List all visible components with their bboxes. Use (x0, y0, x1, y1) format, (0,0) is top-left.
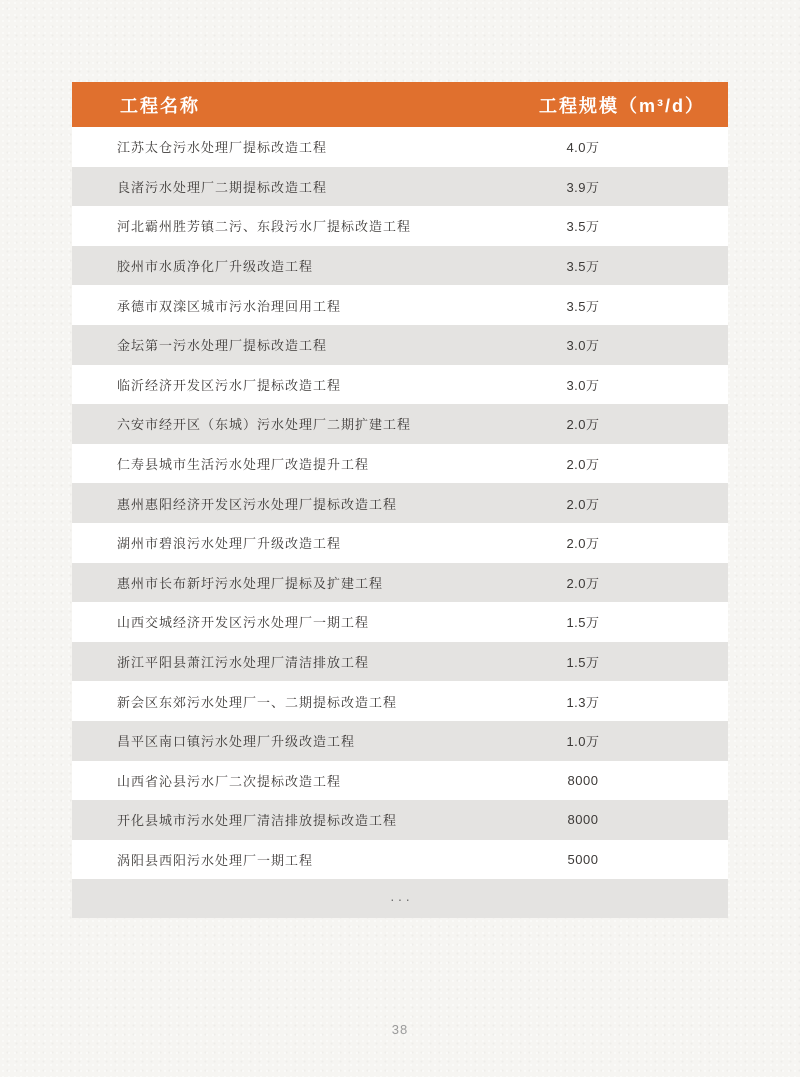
project-scale: 2.0万 (566, 417, 600, 433)
table-row (72, 642, 728, 682)
column-header-project-name: 工程名称 (120, 95, 200, 116)
table-row (72, 167, 728, 207)
project-name: 新会区东郊污水处理厂一、二期提标改造工程 (117, 694, 398, 710)
project-table (72, 82, 728, 918)
project-scale: 3.0万 (566, 377, 600, 393)
table-header-row (72, 82, 728, 127)
project-name: 胶州市水质净化厂升级改造工程 (117, 259, 314, 275)
project-name: 临沂经济开发区污水厂提标改造工程 (117, 377, 342, 393)
table-row (72, 444, 728, 484)
project-scale: 5000 (567, 851, 599, 867)
project-name: 承德市双滦区城市污水治理回用工程 (117, 298, 342, 314)
project-scale: 3.5万 (566, 219, 600, 235)
table-row (72, 365, 728, 405)
table-row (72, 563, 728, 603)
project-name: 惠州惠阳经济开发区污水处理厂提标改造工程 (117, 496, 398, 512)
project-name: 金坛第一污水处理厂提标改造工程 (117, 338, 328, 354)
project-name: 浙江平阳县萧江污水处理厂清洁排放工程 (117, 655, 370, 671)
table-row (72, 721, 728, 761)
table-row (72, 523, 728, 563)
project-name: 山西省沁县污水厂二次提标改造工程 (117, 773, 342, 789)
project-name: 江苏太仓污水处理厂提标改造工程 (117, 140, 328, 156)
project-scale: 3.9万 (566, 179, 600, 195)
table-body (72, 127, 728, 918)
project-scale: 2.0万 (566, 496, 600, 512)
table-row (72, 325, 728, 365)
ellipsis-text: ··· (390, 890, 413, 907)
project-name: 良渚污水处理厂二期提标改造工程 (117, 179, 328, 195)
page-number: 38 (391, 1022, 409, 1037)
project-name: 惠州市长布新圩污水处理厂提标及扩建工程 (117, 575, 384, 591)
project-scale: 2.0万 (566, 575, 600, 591)
table-row (72, 761, 728, 801)
table-row-ellipsis (72, 879, 728, 918)
project-name: 仁寿县城市生活污水处理厂改造提升工程 (117, 457, 370, 473)
table-row (72, 483, 728, 523)
project-scale: 1.0万 (566, 734, 600, 750)
table-row (72, 602, 728, 642)
project-name: 开化县城市污水处理厂清洁排放提标改造工程 (117, 813, 398, 829)
project-scale: 2.0万 (566, 536, 600, 552)
project-scale: 3.5万 (566, 259, 600, 275)
project-name: 昌平区南口镇污水处理厂升级改造工程 (117, 734, 356, 750)
project-scale: 1.3万 (566, 694, 600, 710)
column-header-project-scale: 工程规模（m³/d） (539, 95, 705, 116)
table-row (72, 206, 728, 246)
project-name: 河北霸州胜芳镇二污、东段污水厂提标改造工程 (117, 219, 412, 235)
table-row (72, 681, 728, 721)
table-row (72, 285, 728, 325)
table-row (72, 800, 728, 840)
table-row (72, 404, 728, 444)
project-scale: 3.0万 (566, 338, 600, 354)
project-name: 山西交城经济开发区污水处理厂一期工程 (117, 615, 370, 631)
project-name: 六安市经开区（东城）污水处理厂二期扩建工程 (117, 417, 412, 433)
project-name: 湖州市碧浪污水处理厂升级改造工程 (117, 536, 342, 552)
table-row (72, 127, 728, 167)
project-scale: 4.0万 (566, 140, 600, 156)
project-scale: 8000 (567, 812, 599, 828)
project-scale: 8000 (567, 772, 599, 788)
project-scale: 3.5万 (566, 298, 600, 314)
project-scale: 1.5万 (566, 655, 600, 671)
project-scale: 1.5万 (566, 615, 600, 631)
table-row (72, 840, 728, 880)
project-scale: 2.0万 (566, 457, 600, 473)
project-name: 涡阳县西阳污水处理厂一期工程 (117, 852, 314, 868)
table-row (72, 246, 728, 286)
